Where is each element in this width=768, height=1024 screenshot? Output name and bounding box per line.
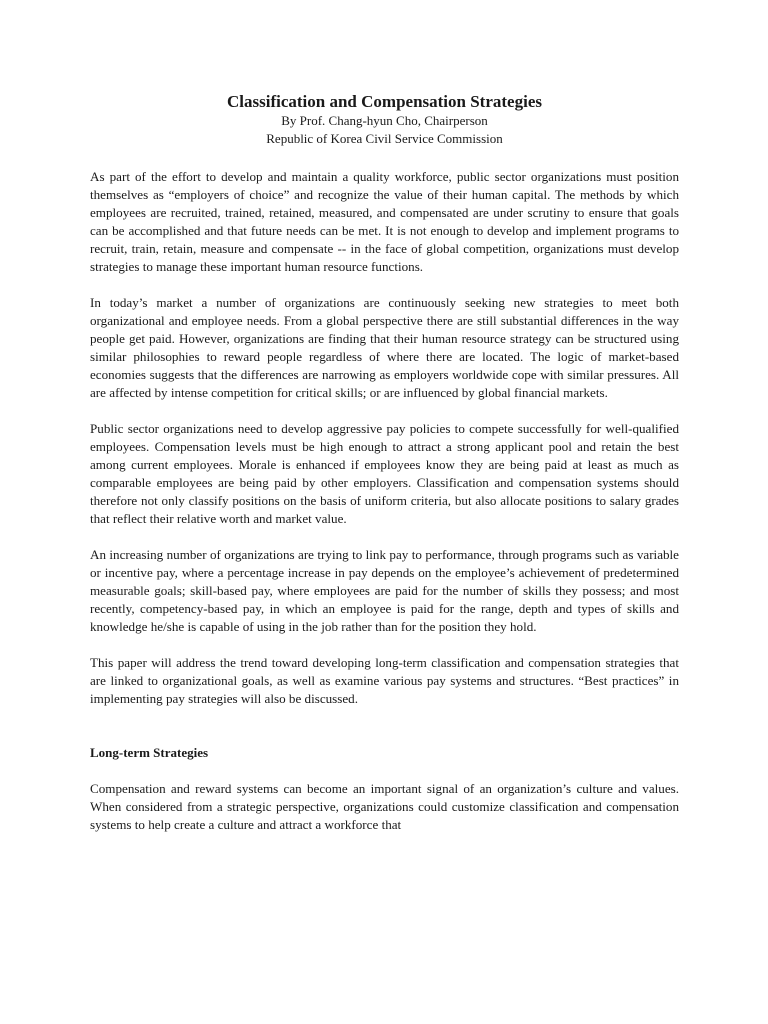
body-paragraph: Public sector organizations need to develop aggressive pay policies to compete successfully for well-qualified employees. Compensation levels must be high enough to attract a strong applicant pool and retain the best among current employees. Morale is enhanced if employees know they are being paid at least as much as comparable employees are being paid by other employers. Classification and compensation systems should therefore not only classify positions on the basis of uniform criteria, but also allocate positions to salary grades that reflect their relative worth and market value. bbox=[90, 421, 679, 526]
author-byline: By Prof. Chang-hyun Cho, Chairperson bbox=[281, 113, 488, 128]
section-heading: Long-term Strategies bbox=[90, 745, 209, 760]
body-paragraph: As part of the effort to develop and maintain a quality workforce, public sector organizations must position themselves as “employers of choice” and recognize the value of their human capital. The methods by which employees are recruited, trained, retained, measured, and compensated are under scrutiny to ensure that goals can be accomplished and that future needs can be met. It is not enough to develop and implement programs to recruit, train, retain, measure and compensate -- in the face of global competition, organizations must develop strategies to manage these important human resource functions. bbox=[90, 169, 679, 274]
section-paragraph: Compensation and reward systems can become an important signal of an organization’s culture and values. When considered from a strategic perspective, organizations could customize classification and compensation systems to help create a culture and attract a workforce that bbox=[90, 781, 679, 832]
body-paragraph: In today’s market a number of organizations are continuously seeking new strategies to meet both organizational and employee needs. From a global perspective there are still substantial differences in the way people get paid. However, organizations are finding that their human resource strategy can be structured using similar philosophies to reward people regardless of where there are located. The logic of market-based economies suggests that the differences are narrowing as employers worldwide cope with similar pressures. All are affected by intense competition for critical skills; or are influenced by global financial markets. bbox=[90, 295, 679, 400]
body-paragraph: This paper will address the trend toward developing long-term classification and compensation strategies that are linked to organizational goals, as well as examine various pay systems and structures. “Best practices” in implementing pay strategies will also be discussed. bbox=[90, 655, 679, 706]
body-paragraph: An increasing number of organizations are trying to link pay to performance, through programs such as variable or incentive pay, where a percentage increase in pay depends on the employee’s achievement of predetermined measurable goals; skill-based pay, where employees are paid for the number of skills they possess; and most recently, competency-based pay, in which an employee is paid for the range, depth and types of skills and knowledge he/she is capable of using in the job rather than for the position they hold. bbox=[90, 547, 679, 634]
document-title: Classification and Compensation Strategies bbox=[227, 92, 542, 111]
document-page bbox=[90, 92, 679, 834]
author-affiliation: Republic of Korea Civil Service Commission bbox=[266, 131, 503, 146]
